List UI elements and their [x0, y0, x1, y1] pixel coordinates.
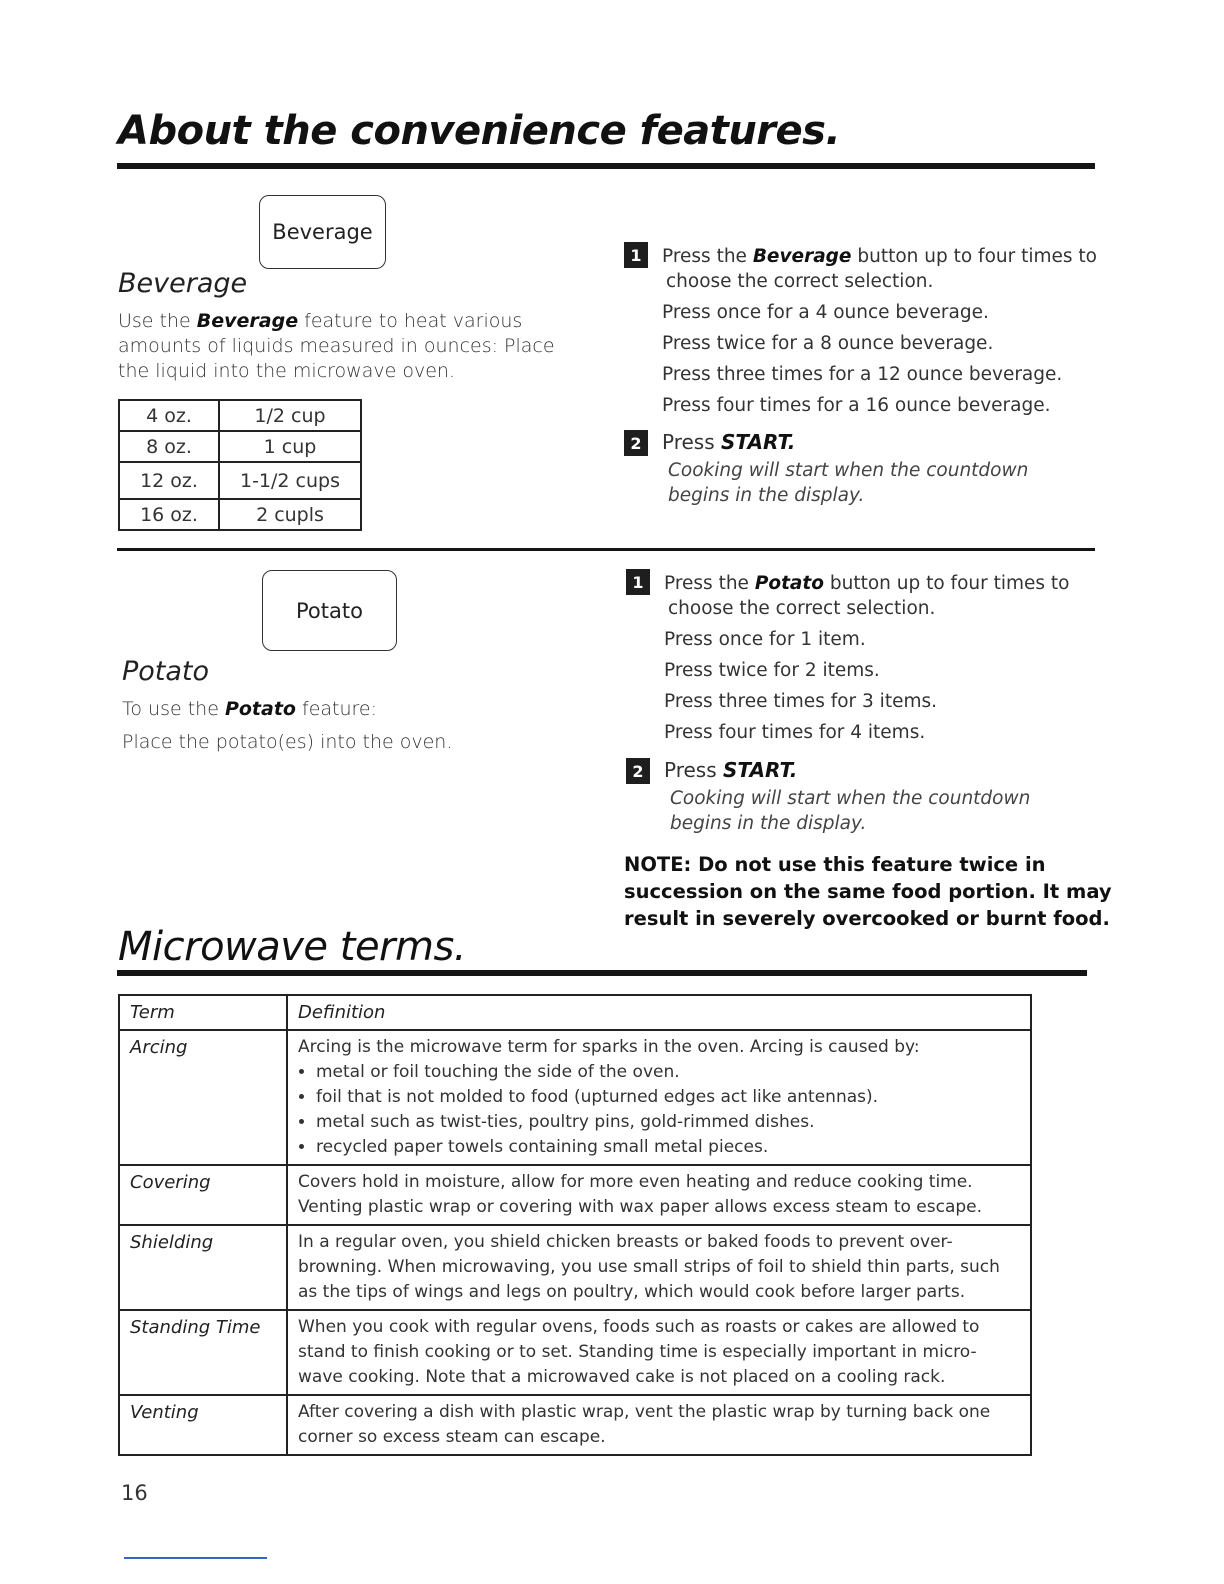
list-item: Press four times for 4 items. — [664, 722, 926, 743]
note-line: NOTE: Do not use this feature twice in — [624, 853, 1046, 876]
arcing-bullets — [298, 1060, 1020, 1160]
header-term: Term — [119, 995, 287, 1030]
note-line: result in severely overcooked or burnt food. — [624, 907, 1110, 930]
table-cell-cups: 2 cupls — [219, 499, 361, 530]
potato-desc-bold: Potato — [224, 698, 296, 720]
table-cell-cups: 1 cup — [219, 431, 361, 462]
potato-step-2 — [664, 758, 1084, 836]
step-text: Press — [664, 758, 723, 782]
table-row — [119, 1030, 1031, 1165]
beverage-desc-line2: amounts of liquids measured in ounces: Place — [118, 335, 555, 357]
potato-desc-post: feature: — [295, 698, 378, 720]
terms-rule — [117, 970, 1087, 976]
step-text: choose the correct selection. — [668, 598, 936, 619]
potato-note — [624, 851, 1112, 932]
beverage-button-label: Beverage — [272, 220, 373, 244]
list-item: Press twice for a 8 ounce beverage. — [662, 333, 994, 354]
table-row — [119, 431, 361, 462]
table-row — [119, 1225, 1031, 1310]
list-item: • recycled paper towels containing small metal pieces. — [316, 1135, 1020, 1160]
step-text: Press the — [662, 246, 753, 267]
definition-text: In a regular oven, you shield chicken breasts or baked foods to prevent over- — [298, 1232, 953, 1252]
definition-text: Venting plastic wrap or covering with wax paper allows excess steam to escape. — [298, 1197, 983, 1217]
beverage-measure-table — [118, 399, 362, 531]
table-row — [119, 995, 1031, 1030]
potato-description — [122, 697, 562, 755]
list-item: Press once for 1 item. — [664, 629, 866, 650]
terms-title: Microwave terms. — [118, 924, 467, 970]
list-item: Press twice for 2 items. — [664, 660, 880, 681]
beverage-subtitle: Beverage — [118, 268, 248, 299]
definition-standing-time — [287, 1310, 1031, 1395]
definition-text: corner so excess steam can escape. — [298, 1427, 606, 1447]
definition-text: Covers hold in moisture, allow for more even heating and reduce cooking time. — [298, 1172, 973, 1192]
table-cell-oz: 16 oz. — [119, 499, 219, 530]
table-cell-cups: 1-1/2 cups — [219, 462, 361, 499]
term-standing-time: Standing Time — [119, 1310, 287, 1395]
definition-text: wave cooking. Note that a microwaved cake is not placed on a cooling rack. — [298, 1367, 946, 1387]
list-item: • metal or foil touching the side of the oven. — [316, 1060, 1020, 1085]
table-row — [119, 1310, 1031, 1395]
potato-subtitle: Potato — [122, 656, 210, 687]
table-row — [119, 400, 361, 431]
list-item: Press three times for 3 items. — [664, 691, 937, 712]
step-bold: START. — [723, 758, 798, 782]
step-2-badge: 2 — [624, 430, 648, 456]
potato-step-1 — [664, 571, 1084, 745]
beverage-description — [118, 309, 578, 384]
footer-divider — [124, 1557, 267, 1559]
list-item: • foil that is not molded to food (upturned edges act like antennas). — [316, 1085, 1020, 1110]
definition-text: browning. When microwaving, you use small strips of foil to shield thin parts, such — [298, 1257, 1000, 1277]
page-number: 16 — [121, 1481, 148, 1505]
beverage-desc-line3: the liquid into the microwave oven. — [118, 360, 455, 382]
definition-text: Arcing is the microwave term for sparks in the oven. Arcing is caused by: — [298, 1037, 920, 1057]
term-covering: Covering — [119, 1165, 287, 1225]
step-text: Press the — [664, 573, 755, 594]
beverage-desc-pre: Use the — [118, 310, 197, 332]
definition-text: When you cook with regular ovens, foods such as roasts or cakes are allowed to — [298, 1317, 980, 1337]
table-row — [119, 499, 361, 530]
step-text: begins in the display. — [670, 813, 867, 834]
list-item: Press three times for a 12 ounce beverage. — [662, 364, 1063, 385]
term-venting: Venting — [119, 1395, 287, 1455]
potato-desc-pre: To use the — [122, 698, 225, 720]
table-row — [119, 462, 361, 499]
title-rule — [117, 163, 1095, 169]
step-bold: Beverage — [752, 246, 852, 267]
step-bold: Potato — [754, 573, 824, 594]
step-text: Press — [662, 430, 721, 454]
table-row — [119, 1165, 1031, 1225]
definition-arcing — [287, 1030, 1031, 1165]
beverage-desc-bold: Beverage — [196, 310, 299, 332]
definition-text: After covering a dish with plastic wrap, vent the plastic wrap by turning back one — [298, 1402, 991, 1422]
section-rule — [117, 548, 1095, 551]
beverage-button-illustration — [259, 195, 386, 269]
potato-desc-line2: Place the potato(es) into the oven. — [122, 731, 453, 753]
list-item: Press four times for a 16 ounce beverage. — [662, 395, 1051, 416]
step-text: Cooking will start when the countdown — [668, 460, 1029, 481]
step-1-badge: 1 — [626, 569, 650, 595]
terms-table — [118, 994, 1032, 1456]
step-2-badge: 2 — [626, 758, 650, 784]
table-cell-oz: 4 oz. — [119, 400, 219, 431]
table-row — [119, 1395, 1031, 1455]
step-text: button up to four times to — [851, 246, 1097, 267]
step-text: choose the correct selection. — [666, 271, 934, 292]
list-item: • metal such as twist-ties, poultry pins, gold-rimmed dishes. — [316, 1110, 1020, 1135]
table-cell-cups: 1/2 cup — [219, 400, 361, 431]
step-text: Cooking will start when the countdown — [670, 788, 1031, 809]
term-shielding: Shielding — [119, 1225, 287, 1310]
step-bold: START. — [721, 430, 796, 454]
definition-shielding — [287, 1225, 1031, 1310]
definition-text: stand to finish cooking or to set. Standing time is especially important in micro- — [298, 1342, 977, 1362]
step-1-badge: 1 — [624, 242, 648, 268]
note-line: succession on the same food portion. It may — [624, 880, 1112, 903]
table-cell-oz: 12 oz. — [119, 462, 219, 499]
beverage-desc-post: feature to heat various — [298, 310, 523, 332]
table-cell-oz: 8 oz. — [119, 431, 219, 462]
page-title: About the convenience features. — [118, 108, 841, 154]
potato-button-illustration — [262, 570, 397, 651]
list-item: Press once for a 4 ounce beverage. — [662, 302, 989, 323]
header-definition: Definition — [287, 995, 1031, 1030]
step-text: button up to four times to — [823, 573, 1070, 594]
definition-venting — [287, 1395, 1031, 1455]
beverage-step-1 — [662, 244, 1097, 418]
beverage-step-2 — [662, 430, 1082, 508]
potato-button-label: Potato — [296, 598, 363, 623]
definition-text: as the tips of wings and legs on poultry, which would cook before larger parts. — [298, 1282, 966, 1302]
definition-covering — [287, 1165, 1031, 1225]
step-text: begins in the display. — [668, 485, 865, 506]
term-arcing: Arcing — [119, 1030, 287, 1165]
